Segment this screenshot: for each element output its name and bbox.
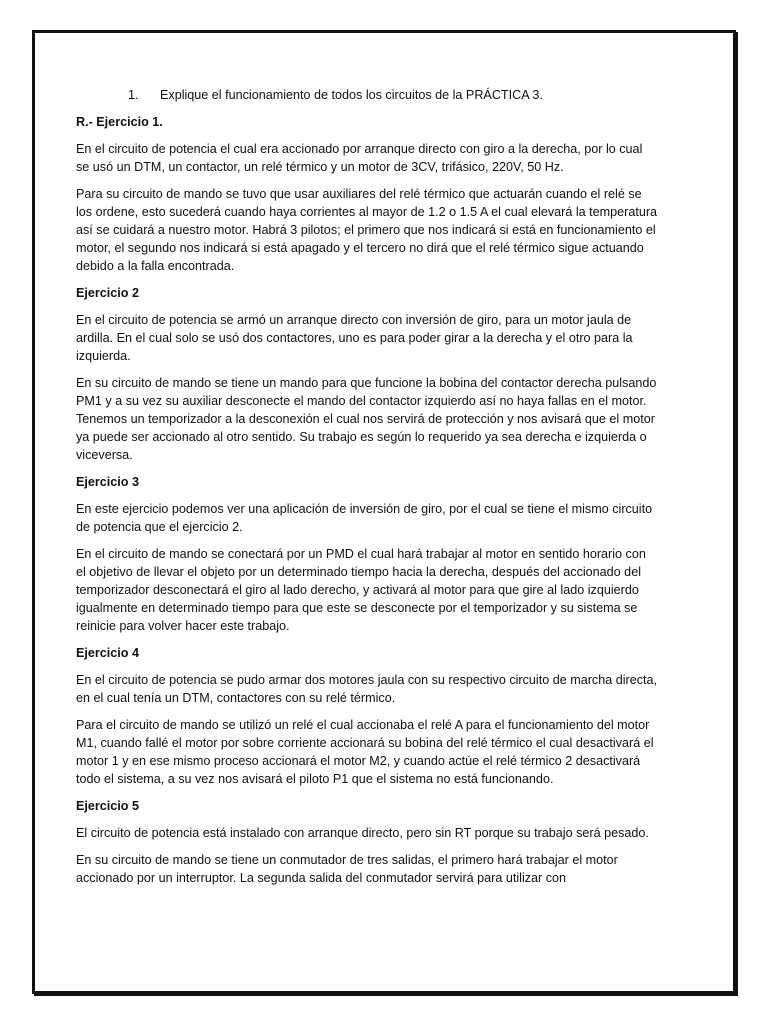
question-text: Explique el funcionamiento de todos los circuitos de la PRÁCTICA 3. [160, 88, 543, 102]
exercise-4-heading: Ejercicio 4 [76, 646, 140, 660]
exercise-4-paragraph-2: Para el circuito de mando se utilizó un relé el cual accionaba el relé A para el funcionamiento del motor M1, cuando fallé el motor por sobre corriente accionará su bobina del relé térmico el cual desactivará el motor 1 y en ese mismo proceso accionará el motor M2, y cuando actúe el relé térmico 2 desactivará todo el sistema, a su vez nos avisará el piloto P1 que el sistema no está funcionando. [76, 718, 654, 786]
exercise-5-paragraph-1: El circuito de potencia está instalado con arranque directo, pero sin RT porque su trabajo será pesado. [76, 826, 649, 840]
exercise-5-paragraph-2: En su circuito de mando se tiene un conmutador de tres salidas, el primero hará trabajar el motor accionado por un interruptor. La segunda salida del conmutador servirá para utilizar con [76, 853, 618, 885]
exercise-4-paragraph-1: En el circuito de potencia se pudo armar dos motores jaula con su respectivo circuito de marcha directa, en el cual tenía un DTM, contactores con su relé térmico. [76, 673, 658, 705]
exercise-3-heading: Ejercicio 3 [76, 475, 140, 489]
answer-heading: R.- Ejercicio 1. [76, 115, 163, 129]
exercise-5-heading: Ejercicio 5 [76, 799, 140, 813]
exercise-2-paragraph-2: En su circuito de mando se tiene un mando para que funcione la bobina del contactor derecha pulsando PM1 y a su vez su auxiliar desconecte el mando del contactor izquierdo así no haya fallas en el motor. Tenemos un temporizador a la desconexión el cual nos servirá de protección y nos avisará que el motor ya puede ser accionado al otro sentido. Su trabajo es según lo requerido ya sea derecha e izquierda o viceversa. [76, 376, 657, 462]
exercise-2-paragraph-1: En el circuito de potencia se armó un arranque directo con inversión de giro, para un motor jaula de ardilla. En el cual solo se usó dos contactores, uno es para poder girar a la derecha y el otro para la izquierda. [76, 313, 633, 363]
exercise-3-paragraph-1: En este ejercicio podemos ver una aplicación de inversión de giro, por el cual se tiene el mismo circuito de potencia que el ejercicio 2. [76, 502, 653, 534]
exercise-2-heading: Ejercicio 2 [76, 286, 140, 300]
exercise-1-paragraph-2: Para su circuito de mando se tuvo que usar auxiliares del relé térmico que actuarán cuando el relé se los ordene, esto sucederá cuando haya corrientes al mayor de 1.2 o 1.5 A el cual elevará la temperatura así se cuidará a nuestro motor. Habrá 3 pilotos; el primero que nos indicará si está en funcionamiento el motor, el segundo nos indicará si está apagado y el tercero no dirá que el relé térmico sigue actuando debido a la falla encontrada. [76, 187, 658, 273]
exercise-1-paragraph-1: En el circuito de potencia el cual era accionado por arranque directo con giro a la derecha, por lo cual se usó un DTM, un contactor, un relé térmico y un motor de 3CV, trifásico, 220V, 50 Hz. [76, 142, 643, 174]
question-item [76, 86, 658, 104]
exercise-3-paragraph-2: En el circuito de mando se conectará por un PMD el cual hará trabajar al motor en sentido horario con el objetivo de llevar el objeto por un determinado tiempo hacia la derecha, después del accionado del temporizador desconectará el giro al lado derecho, y activará al motor para que gire al lado izquierdo igualmente en determinado tiempo para que este se desconecte por el temporizador y su sistema se reinicie para volver hacer este trabajo. [76, 547, 646, 633]
question-number: 1. [128, 88, 139, 102]
document-body [76, 86, 658, 896]
